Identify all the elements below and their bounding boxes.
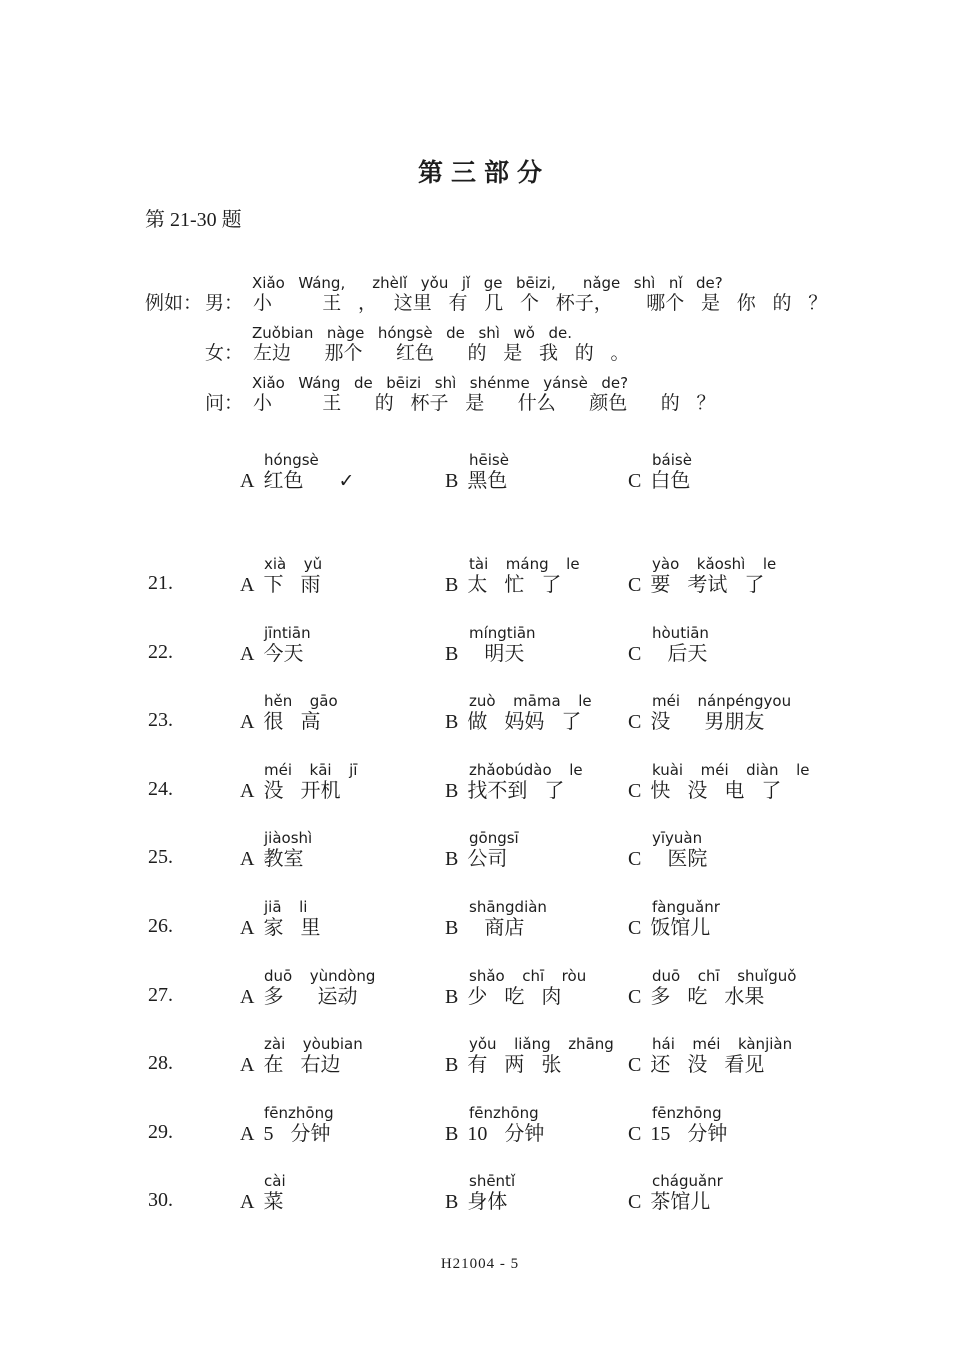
option-main xyxy=(240,469,354,494)
option-main xyxy=(240,985,375,1010)
option-main xyxy=(445,710,592,735)
option-main xyxy=(240,847,312,872)
question-row xyxy=(0,968,960,1016)
option-letter: C xyxy=(628,643,642,665)
option-letter: B xyxy=(445,1123,459,1145)
option-letter: B xyxy=(445,643,459,665)
option-pinyin: cháguǎnr xyxy=(652,1172,723,1190)
option-letter: A xyxy=(240,1054,255,1076)
option-letter: B xyxy=(445,470,459,492)
question-number: 30. xyxy=(148,1189,173,1211)
page-title: 第三部分 xyxy=(417,160,550,187)
option-letter: A xyxy=(240,1123,255,1145)
answer-option xyxy=(628,1173,723,1215)
option-letter: C xyxy=(628,848,642,870)
option-pinyin: fēnzhōng xyxy=(652,1104,722,1122)
question-row xyxy=(0,762,960,810)
option-hanzi: 15 分钟 xyxy=(650,1123,728,1145)
option-hanzi: 多 吃 水果 xyxy=(650,986,765,1008)
option-pinyin: hēisè xyxy=(469,451,509,469)
example-label: 例如： xyxy=(145,293,203,314)
question-row xyxy=(0,693,960,741)
option-pinyin: jiā li xyxy=(264,898,308,916)
answer-option xyxy=(445,1105,544,1147)
option-main xyxy=(445,985,586,1010)
option-main xyxy=(628,847,707,872)
option-hanzi: 红色 xyxy=(263,470,304,492)
option-hanzi: 饭馆儿 xyxy=(650,917,711,939)
question-row xyxy=(0,625,960,673)
answer-option xyxy=(445,556,580,598)
option-letter: A xyxy=(240,711,255,733)
option-main xyxy=(240,1190,286,1215)
option-pinyin: méi nánpéngyou xyxy=(652,692,792,710)
answer-option xyxy=(628,1105,727,1147)
answer-option xyxy=(240,899,320,941)
answer-option xyxy=(240,762,357,804)
answer-option xyxy=(628,693,791,735)
answer-option xyxy=(240,1036,363,1078)
section-label: 第 21-30 题 xyxy=(145,209,242,231)
option-hanzi: 明天 xyxy=(467,643,525,665)
option-letter: B xyxy=(445,1054,459,1076)
option-pinyin: gōngsī xyxy=(469,829,519,847)
option-letter: A xyxy=(240,1191,255,1213)
option-hanzi: 身体 xyxy=(467,1191,508,1213)
answer-option xyxy=(628,830,707,872)
speaker-label: 男： xyxy=(205,293,244,314)
answer-option xyxy=(240,625,311,667)
answer-option xyxy=(445,899,547,941)
option-letter: C xyxy=(628,1191,642,1213)
option-main xyxy=(445,469,509,494)
option-hanzi: 少 吃 肉 xyxy=(467,986,562,1008)
option-pinyin: hóngsè xyxy=(264,451,319,469)
option-pinyin: fànguǎnr xyxy=(652,898,720,916)
option-main xyxy=(240,1053,363,1078)
question-row xyxy=(0,556,960,604)
answer-option xyxy=(628,452,692,494)
option-pinyin: hěn gāo xyxy=(264,692,338,710)
option-letter: C xyxy=(628,574,642,596)
option-pinyin: míngtiān xyxy=(469,624,536,642)
option-letter: B xyxy=(445,1191,459,1213)
footer-code: H21004 - 5 xyxy=(440,1256,520,1272)
option-letter: C xyxy=(628,986,642,1008)
answer-option xyxy=(628,899,720,941)
option-main xyxy=(445,1053,614,1078)
option-letter: C xyxy=(628,917,642,939)
option-pinyin: zài yòubian xyxy=(264,1035,363,1053)
question-number: 29. xyxy=(148,1121,173,1143)
option-main xyxy=(445,642,536,667)
option-hanzi: 茶馆儿 xyxy=(650,1191,711,1213)
question-row xyxy=(0,830,960,878)
option-letter: A xyxy=(240,986,255,1008)
question-number: 21. xyxy=(148,572,173,594)
dialogue-line xyxy=(0,375,960,419)
option-pinyin: zuò māma le xyxy=(469,692,592,710)
option-pinyin: duō chī shuǐguǒ xyxy=(652,967,797,985)
option-main xyxy=(628,985,796,1010)
option-letter: B xyxy=(445,917,459,939)
answer-option xyxy=(240,452,354,494)
option-hanzi: 找不到 了 xyxy=(467,780,565,802)
answer-option xyxy=(628,556,776,598)
option-main xyxy=(628,916,720,941)
option-hanzi: 今天 xyxy=(263,643,304,665)
answer-option xyxy=(628,968,796,1010)
option-main xyxy=(445,916,547,941)
answer-option xyxy=(445,1173,515,1215)
option-hanzi: 还 没 看见 xyxy=(650,1054,765,1076)
option-pinyin: hòutiān xyxy=(652,624,709,642)
option-hanzi: 快 没 电 了 xyxy=(650,780,782,802)
option-main xyxy=(628,779,810,804)
option-hanzi: 菜 xyxy=(263,1191,284,1213)
pinyin-line: Xiǎo Wáng de bēizi shì shénme yánsè de? xyxy=(252,374,629,392)
answer-option xyxy=(445,1036,614,1078)
option-hanzi: 做 妈妈 了 xyxy=(467,711,582,733)
question-row xyxy=(0,1105,960,1153)
option-pinyin: fēnzhōng xyxy=(469,1104,539,1122)
answer-option xyxy=(445,762,583,804)
answer-option xyxy=(445,830,519,872)
option-pinyin: báisè xyxy=(652,451,692,469)
option-hanzi: 黑色 xyxy=(467,470,508,492)
option-hanzi: 在 右边 xyxy=(263,1054,341,1076)
answer-option xyxy=(240,1173,286,1215)
option-pinyin: cài xyxy=(264,1172,286,1190)
option-main xyxy=(240,779,357,804)
option-main xyxy=(628,1190,723,1215)
answer-option xyxy=(445,452,509,494)
option-pinyin: méi kāi jī xyxy=(264,761,358,779)
answer-option xyxy=(240,1105,334,1147)
option-letter: C xyxy=(628,470,642,492)
question-row xyxy=(0,899,960,947)
answer-option xyxy=(628,1036,792,1078)
option-letter: B xyxy=(445,986,459,1008)
question-row xyxy=(0,1036,960,1084)
option-pinyin: zhǎobúdào le xyxy=(469,761,583,779)
option-hanzi: 白色 xyxy=(650,470,691,492)
option-main xyxy=(628,710,791,735)
option-letter: B xyxy=(445,780,459,802)
option-letter: A xyxy=(240,574,255,596)
option-main xyxy=(240,642,311,667)
option-pinyin: hái méi kànjiàn xyxy=(652,1035,793,1053)
option-letter: C xyxy=(628,780,642,802)
option-main xyxy=(628,1053,792,1078)
option-main xyxy=(240,573,322,598)
option-pinyin: yīyuàn xyxy=(652,829,703,847)
option-main xyxy=(628,642,709,667)
question-number: 25. xyxy=(148,846,173,868)
option-letter: A xyxy=(240,780,255,802)
answer-option xyxy=(240,968,375,1010)
option-main xyxy=(628,573,776,598)
pinyin-line: Xiǎo Wáng, zhèlǐ yǒu jǐ ge bēizi, nǎge shì nǐ de? xyxy=(252,274,723,292)
option-pinyin: jīntiān xyxy=(264,624,311,642)
option-main xyxy=(628,1122,727,1147)
option-letter: A xyxy=(240,470,255,492)
option-main xyxy=(628,469,692,494)
option-pinyin: kuài méi diàn le xyxy=(652,761,810,779)
option-hanzi: 公司 xyxy=(467,848,508,870)
answer-option xyxy=(445,968,586,1010)
option-hanzi: 家 里 xyxy=(263,917,321,939)
dialogue-line xyxy=(0,325,960,369)
example-options-row xyxy=(0,452,960,498)
option-hanzi: 要 考试 了 xyxy=(650,574,765,596)
dialogue-line xyxy=(0,275,960,319)
hanzi-line: 左边 那个 红色 的 是 我 的 。 xyxy=(253,343,630,364)
speaker-label: 女： xyxy=(205,343,244,364)
option-letter: C xyxy=(628,1123,642,1145)
option-letter: B xyxy=(445,574,459,596)
answer-option xyxy=(445,625,536,667)
question-number: 24. xyxy=(148,778,173,800)
speaker-label: 问： xyxy=(205,393,244,414)
option-pinyin: jiàoshì xyxy=(264,829,313,847)
option-hanzi: 没 男朋友 xyxy=(650,711,765,733)
option-hanzi: 太 忙 了 xyxy=(467,574,562,596)
option-main xyxy=(445,1122,544,1147)
option-hanzi: 后天 xyxy=(650,643,708,665)
question-row xyxy=(0,1173,960,1221)
option-letter: A xyxy=(240,917,255,939)
answer-option xyxy=(628,762,810,804)
option-main xyxy=(240,1122,334,1147)
option-pinyin: shāngdiàn xyxy=(469,898,547,916)
option-pinyin: yǒu liǎng zhāng xyxy=(469,1035,614,1053)
hanzi-line: 小 王 ， 这里 有 几 个 杯子， 哪个 是 你 的 ？ xyxy=(253,293,828,314)
answer-option xyxy=(628,625,709,667)
option-hanzi: 10 分钟 xyxy=(467,1123,545,1145)
option-hanzi: 5 分钟 xyxy=(263,1123,331,1145)
option-main xyxy=(445,573,580,598)
answer-option xyxy=(445,693,592,735)
answer-option xyxy=(240,693,338,735)
option-letter: B xyxy=(445,711,459,733)
question-number: 27. xyxy=(148,984,173,1006)
option-letter: A xyxy=(240,848,255,870)
option-hanzi: 很 高 xyxy=(263,711,321,733)
option-main xyxy=(445,779,583,804)
hanzi-line: 小 王 的 杯子 是 什么 颜色 的 ？ xyxy=(253,393,716,414)
question-number: 23. xyxy=(148,709,173,731)
correct-checkmark-icon: ✓ xyxy=(338,470,355,492)
option-main xyxy=(240,916,320,941)
option-pinyin: tài máng le xyxy=(469,555,580,573)
question-number: 22. xyxy=(148,641,173,663)
option-main xyxy=(445,847,519,872)
answer-option xyxy=(240,830,312,872)
option-pinyin: shǎo chī ròu xyxy=(469,967,587,985)
option-main xyxy=(445,1190,515,1215)
option-pinyin: fēnzhōng xyxy=(264,1104,334,1122)
option-pinyin: duō yùndòng xyxy=(264,967,376,985)
option-main xyxy=(240,710,338,735)
option-hanzi: 没 开机 xyxy=(263,780,341,802)
option-hanzi: 下 雨 xyxy=(263,574,321,596)
option-letter: C xyxy=(628,711,642,733)
pinyin-line: Zuǒbian nàge hóngsè de shì wǒ de. xyxy=(252,324,572,342)
option-pinyin: shēntǐ xyxy=(469,1172,516,1190)
option-hanzi: 医院 xyxy=(650,848,708,870)
question-number: 28. xyxy=(148,1052,173,1074)
option-pinyin: xià yǔ xyxy=(264,555,323,573)
option-hanzi: 商店 xyxy=(467,917,525,939)
option-letter: A xyxy=(240,643,255,665)
answer-option xyxy=(240,556,322,598)
option-hanzi: 多 运动 xyxy=(263,986,358,1008)
option-letter: C xyxy=(628,1054,642,1076)
option-pinyin: yào kǎoshì le xyxy=(652,555,777,573)
option-hanzi: 有 两 张 xyxy=(467,1054,562,1076)
option-hanzi: 教室 xyxy=(263,848,304,870)
question-number: 26. xyxy=(148,915,173,937)
option-letter: B xyxy=(445,848,459,870)
